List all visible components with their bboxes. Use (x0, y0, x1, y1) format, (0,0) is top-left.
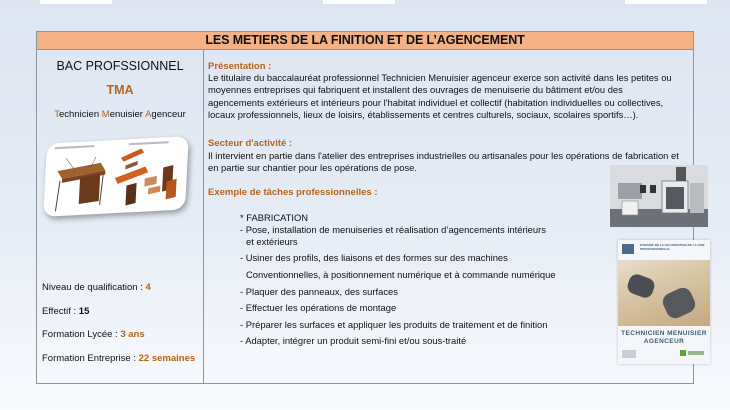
stat-label: Niveau de qualification : (42, 282, 146, 293)
stat-effectif (42, 306, 89, 317)
booklet-photo (618, 260, 710, 326)
page-title: LES METIERS DE LA FINITION ET DE L’AGENCEMENT (37, 32, 693, 50)
left-column (37, 50, 204, 383)
stat-value: 15 (78, 306, 90, 317)
furniture-plan-image (43, 136, 189, 217)
stat-label: Formation Entreprise : (42, 353, 139, 364)
stat-label: Effectif : (42, 306, 79, 317)
task-item: Conventionnelles, à positionnement numérique et à commande numérique (246, 269, 556, 280)
booklet-title (618, 330, 710, 345)
glove-left-icon (625, 272, 656, 300)
glove-right-icon (660, 285, 698, 321)
rest-a: genceur (151, 109, 186, 120)
rest-m: enuisier (109, 109, 146, 120)
partner-logo-icon (680, 350, 686, 356)
stat-value: 3 ans (120, 329, 145, 340)
text-line: locaux professionnels, lieux de loisirs, établissements et centres culturels, sociaux, scolaires sportifs…). (208, 108, 639, 120)
task-item: - Adapter, intégrer un produit semi-fini et/ou sous-traité (240, 335, 467, 346)
task-item: - Effectuer les opérations de montage (240, 302, 397, 313)
presentation-title: Présentation : (208, 61, 272, 72)
task-item: et extérieurs (246, 236, 298, 247)
partner-logo-text (688, 351, 704, 355)
logo-icon (622, 244, 634, 254)
booklet-header: DYNAMIC DE LA VALORISATION DE LA VOIE PROFESSIONNELLE (640, 243, 705, 251)
task-item: * FABRICATION (240, 212, 309, 223)
cnc-machine-icon (610, 165, 708, 227)
stat-niveau (42, 282, 151, 293)
text-line: Le titulaire du baccalauréat professionnel Technicien Menuisier agenceur exerce son activité dans les petites ou (208, 72, 672, 83)
initial-m: M (101, 109, 110, 120)
presentation-text (208, 72, 690, 121)
diploma-label: BAC PROFSSIONNEL (56, 59, 184, 73)
top-tab-1 (40, 0, 112, 4)
initial-a: A (145, 109, 152, 120)
text-line: moyennes entreprises qui fabriquent et installent des ouvrages de menuiserie du bâtiment et/ou des (208, 84, 623, 96)
stat-value: 4 (145, 282, 151, 293)
task-item: - Plaquer des panneaux, des surfaces (240, 286, 398, 297)
booklet-cover (618, 240, 710, 364)
stat-label: Formation Lycée : (42, 329, 121, 340)
text-line: agencements extérieurs et intérieurs pour l'habitat individuel et collectif (habitation individuelles ou collectives, (208, 96, 664, 108)
secteur-title: Secteur d'activité : (208, 138, 293, 149)
furniture-drawing-icon (43, 136, 189, 217)
taches-title: Exemple de tâches professionnelles : (208, 187, 378, 198)
acronym-label: TMA (106, 83, 134, 97)
task-item: - Pose, installation de menuiseries et réalisation d’agencements intérieurs (240, 224, 546, 235)
machine-photo (610, 165, 708, 227)
stat-formation-lycee (42, 329, 145, 340)
task-item: - Préparer les surfaces et appliquer les produits de traitement et de finition (240, 319, 548, 330)
booklet-title-line: TECHNICIEN MENUISIER (621, 330, 707, 337)
right-column (204, 50, 707, 383)
stat-value: 22 semaines (138, 353, 196, 364)
top-tab-3 (625, 0, 707, 4)
text-line: en partie sur chantier pour les opérations de pose. (208, 162, 417, 174)
task-item: - Usiner des profils, des liaisons et des formes sur des machines (240, 252, 508, 263)
top-tab-2 (323, 0, 395, 4)
full-name (37, 109, 203, 120)
ministry-logo-icon (622, 350, 636, 358)
booklet-title-line: AGENCEUR (643, 337, 685, 345)
initial-t: T (54, 109, 59, 120)
text-line: Il intervient en partie dans l'atelier des entreprises industrielles ou artisanales pour les opérations de fabrication et (208, 150, 679, 161)
fiche-metier (36, 31, 707, 384)
stat-formation-entreprise (42, 353, 195, 364)
rest-t: echnicien (58, 109, 102, 120)
